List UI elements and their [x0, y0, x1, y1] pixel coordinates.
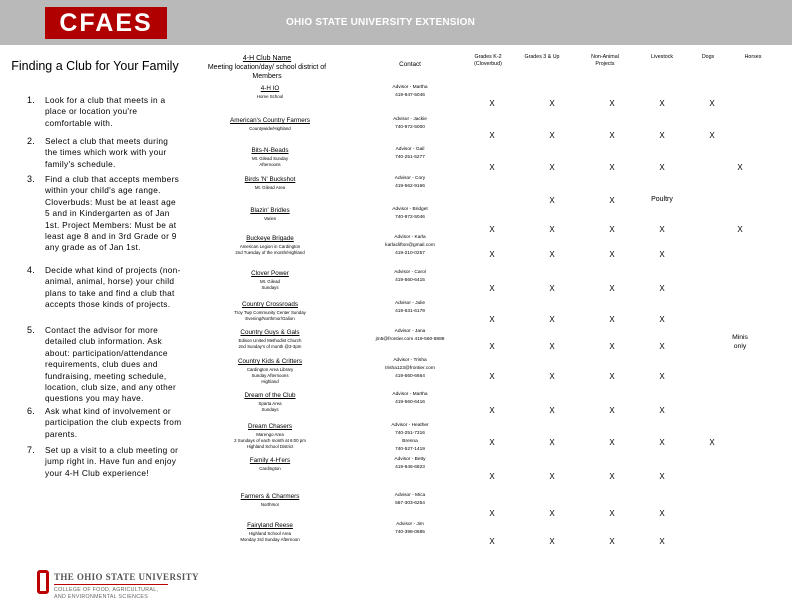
- club-contact: Advisor - Martha 419-947-5046: [392, 85, 428, 98]
- club-location: Sparta Area Sundays: [258, 401, 282, 412]
- project-mark: X: [609, 196, 615, 205]
- project-mark: X: [549, 509, 555, 518]
- project-mark: X: [609, 99, 615, 108]
- club-contact: Advisor - Gail 740-251-5277: [395, 147, 425, 160]
- club-contact: Advisor - Julie 419-631-6179: [394, 301, 426, 314]
- grades-k2-header: Grades K-2 (Cloverbud): [474, 54, 502, 67]
- project-mark: X: [489, 163, 495, 172]
- project-mark: X: [609, 537, 615, 546]
- project-mark: X: [549, 250, 555, 259]
- step-text: Find a club that accepts members within your child's age range. Cloverbuds: Must be at least age 5 and in Kindergarten as of Jan 1st. Project Members: Must be at least age 8 and in 3rd Grade or 9 any grade as of Jan 1st.: [45, 174, 180, 253]
- instructions-heading: Finding a Club for Your Family: [11, 59, 179, 73]
- project-mark: X: [549, 537, 555, 546]
- project-mark: X: [549, 99, 555, 108]
- project-mark: X: [659, 163, 665, 172]
- project-mark: X: [489, 472, 495, 481]
- project-mark: X: [659, 284, 665, 293]
- livestock-header: Livestock: [650, 54, 674, 60]
- project-mark: X: [659, 342, 665, 351]
- project-mark: X: [549, 372, 555, 381]
- project-mark: X: [609, 163, 615, 172]
- project-mark: X: [549, 472, 555, 481]
- club-location: Edison United Methodist Church 2nd Sunday's of month @3-3pm: [238, 338, 302, 349]
- logo-rule: [54, 584, 168, 585]
- minis-only-note: Minis only: [732, 334, 748, 350]
- project-mark: X: [489, 372, 495, 381]
- club-name: Family 4-H'ers: [249, 457, 291, 464]
- step-number: 4.: [27, 265, 36, 275]
- step-number: 6.: [27, 406, 36, 416]
- club-name: Dream of the Club: [244, 392, 296, 399]
- club-name: American's Country Farmers: [230, 117, 310, 124]
- page-title: OHIO STATE UNIVERSITY EXTENSION: [286, 17, 476, 28]
- club-name: Birds 'N' Buckshot: [244, 176, 296, 183]
- project-mark: X: [489, 406, 495, 415]
- dogs-header: Dogs: [701, 54, 715, 60]
- club-location: Varies: [263, 216, 277, 221]
- project-mark: X: [549, 315, 555, 324]
- project-mark: X: [489, 250, 495, 259]
- project-mark: X: [489, 537, 495, 546]
- horses-header: Horses: [744, 54, 762, 60]
- step-number: 3.: [27, 174, 36, 184]
- project-mark: X: [549, 342, 555, 351]
- club-location: Cardington: [259, 466, 281, 471]
- club-column-header: [198, 54, 336, 81]
- project-mark: X: [737, 225, 743, 234]
- project-mark: X: [609, 406, 615, 415]
- club-name: Buckeye Brigade: [246, 235, 294, 242]
- step-number: 2.: [27, 136, 36, 146]
- cfaes-logo: CFAES: [45, 7, 167, 39]
- club-name: Fairyland Reese: [247, 522, 293, 529]
- club-name: Country Crossroads: [242, 301, 298, 308]
- non-animal-header: Non-Animal Projects: [591, 54, 619, 67]
- club-header-title: 4-H Club Name: [242, 55, 292, 62]
- club-header-sub: Meeting location/day/ school district of Members: [207, 64, 327, 80]
- project-mark: X: [549, 284, 555, 293]
- top-banner: [0, 0, 792, 45]
- club-location: Cardington Area Library Sunday Afternoons Highland: [246, 367, 294, 384]
- project-mark: X: [489, 99, 495, 108]
- club-name: Blazin' Bridles: [250, 207, 290, 214]
- project-mark: X: [609, 472, 615, 481]
- step-text: Select a club that meets during the times which work with your family's schedule.: [45, 136, 169, 169]
- project-mark: X: [659, 99, 665, 108]
- project-mark: X: [609, 225, 615, 234]
- project-mark: X: [489, 225, 495, 234]
- grades-3up-header: Grades 3 & Up: [524, 54, 560, 60]
- club-contact: Advisor - Jana jm5@frontier.com 419-560-8888: [375, 329, 445, 342]
- club-location: Mt. Gilead Area: [254, 185, 286, 190]
- project-mark: X: [659, 315, 665, 324]
- project-mark: X: [659, 131, 665, 140]
- club-location: Troy Twp Community Center Sunday Evening/Northmor/Galion: [234, 310, 306, 321]
- club-location: Northmor: [260, 502, 280, 507]
- club-location: American Legion in Cardington 2nd Tuesday of the month/Highland: [235, 244, 305, 255]
- step-text: Decide what kind of projects (non-animal, animal, horse) your child plans to take and find a club that accepts those kinds of projects.: [45, 265, 181, 310]
- club-contact: Advisor - Jackie 740-972-5000: [393, 117, 427, 130]
- project-mark: X: [709, 131, 715, 140]
- project-mark: X: [659, 372, 665, 381]
- club-name: Clover Power: [251, 270, 289, 277]
- project-mark: X: [549, 406, 555, 415]
- step-number: 1.: [27, 95, 36, 105]
- club-location: Mt. Gilead Sundays: [259, 279, 280, 290]
- project-mark: X: [489, 342, 495, 351]
- project-mark: X: [659, 472, 665, 481]
- club-contact: Advisor - Bridget 740-972-5046: [392, 207, 428, 220]
- project-mark: X: [659, 250, 665, 259]
- club-contact: Advisor - Trisha trisha123@frontier.com 419-560-6664: [385, 358, 435, 379]
- project-mark: X: [549, 131, 555, 140]
- project-mark: X: [489, 509, 495, 518]
- project-mark: X: [737, 163, 743, 172]
- osu-logo-name: THE OHIO STATE UNIVERSITY: [54, 572, 199, 582]
- step-number: 7.: [27, 445, 36, 455]
- step-text: Ask what kind of involvement or participation the club expects from parents.: [45, 406, 182, 439]
- club-contact: Advisor - Betty 419-946-6823: [394, 457, 426, 470]
- project-mark: X: [659, 509, 665, 518]
- project-mark: X: [609, 372, 615, 381]
- club-name: Farmers & Charmers: [240, 493, 300, 500]
- step-text: Set up a visit to a club meeting or jump right in. Have fun and enjoy your 4-H Club experience!: [45, 445, 179, 478]
- club-location: Countywide/Highland: [249, 126, 291, 131]
- project-mark: Poultry: [651, 196, 673, 203]
- project-mark: X: [659, 537, 665, 546]
- project-mark: X: [609, 438, 615, 447]
- club-contact: Advisor - Jim 740-398-0685: [395, 522, 425, 535]
- club-location: Highland School Area Monday 3rd Sunday Afternoon: [240, 531, 300, 542]
- club-contact: Advisor - Cory 419-562-9166: [394, 176, 426, 189]
- osu-logo: [37, 568, 199, 612]
- project-mark: X: [489, 315, 495, 324]
- step-text: Look for a club that meets in a place or location you're comfortable with.: [45, 95, 166, 128]
- project-mark: X: [609, 131, 615, 140]
- club-name: Bits-N-Beads: [251, 147, 289, 154]
- club-contact: Advisor - Carol 419-560-6415: [394, 270, 426, 283]
- project-mark: X: [489, 438, 495, 447]
- project-mark: X: [609, 250, 615, 259]
- step-number: 5.: [27, 325, 36, 335]
- project-mark: X: [549, 163, 555, 172]
- club-name: Country Guys & Gals: [240, 329, 300, 336]
- project-mark: X: [489, 131, 495, 140]
- club-contact: Advisor - Martha 419-560-6416: [392, 392, 428, 405]
- project-mark: X: [709, 438, 715, 447]
- club-contact: Advisor - Karla karlaclifton@gmail.com 419-210-0257: [385, 235, 435, 256]
- project-mark: X: [609, 284, 615, 293]
- step-text: Contact the advisor for more detailed club information. Ask about: participation/attendance requirements, club dues and fundraising, meeting schedule, location, club size, and any other questions you may have.: [45, 325, 177, 404]
- project-mark: X: [489, 284, 495, 293]
- club-contact: Advisor - Mica 567-303-6254: [394, 493, 426, 506]
- instructions-panel: [0, 45, 199, 612]
- club-location: Marengo Area 2 Sundays of each month at 6:00 pm Highland School District: [234, 432, 306, 449]
- contact-header: Contact: [399, 61, 421, 68]
- project-mark: X: [609, 509, 615, 518]
- club-location: Home School: [256, 94, 284, 99]
- project-mark: X: [659, 438, 665, 447]
- osu-logo-college: COLLEGE OF FOOD, AGRICULTURAL, AND ENVIRONMENTAL SCIENCES: [54, 587, 159, 600]
- club-table: [190, 45, 792, 612]
- project-mark: X: [609, 315, 615, 324]
- project-mark: X: [659, 406, 665, 415]
- club-name: 4-H IO: [260, 85, 280, 92]
- project-mark: X: [549, 225, 555, 234]
- project-mark: X: [609, 342, 615, 351]
- project-mark: X: [659, 225, 665, 234]
- project-mark: X: [549, 196, 555, 205]
- club-location: Mt. Gilead Sunday Afternoons: [251, 156, 289, 167]
- project-mark: X: [709, 99, 715, 108]
- project-mark: X: [549, 438, 555, 447]
- block-o-icon: [37, 570, 49, 594]
- club-contact: Advisor - Heather 740-251-7316 Brenna 740-527-1419: [391, 423, 429, 452]
- club-name: Country Kids & Critters: [237, 358, 303, 365]
- club-name: Dream Chasers: [247, 423, 293, 430]
